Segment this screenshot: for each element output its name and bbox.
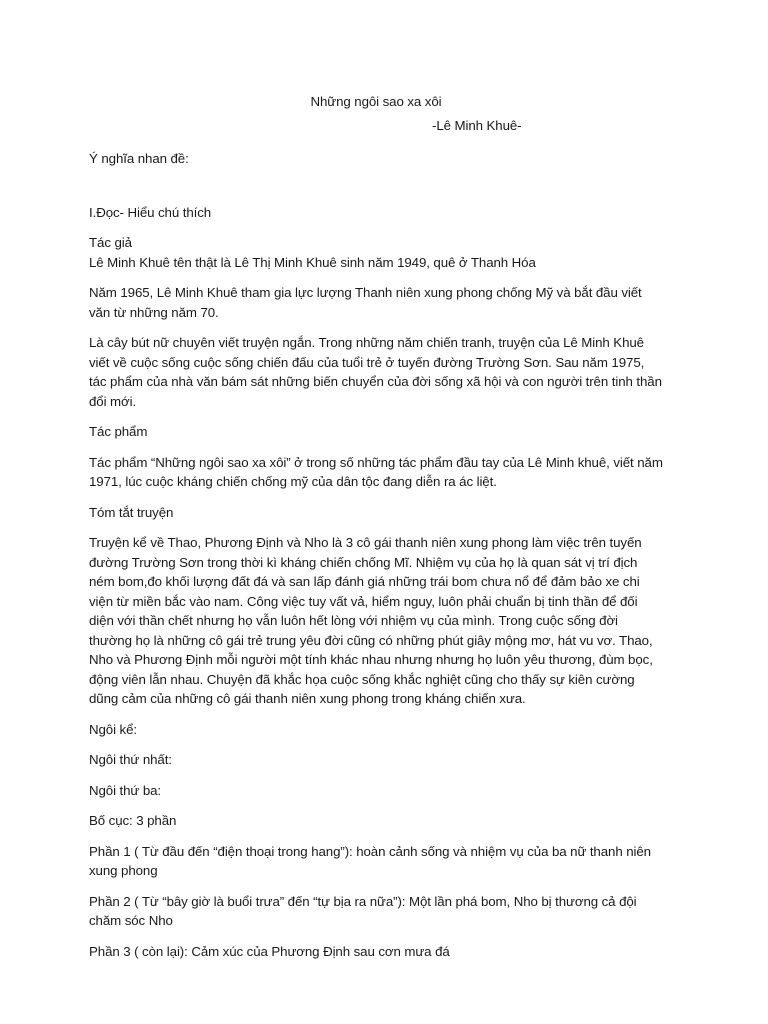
- document-title: Những ngôi sao xa xôi: [310, 94, 442, 109]
- first-person-label: Ngôi thứ nhất:: [89, 752, 172, 767]
- narrator-label: Ngôi kể:: [89, 721, 137, 737]
- document-author: -Lê Minh Khuê-: [432, 117, 522, 133]
- summary-heading: Tóm tắt truyện: [89, 504, 174, 520]
- author-heading: Tác giả: [89, 235, 132, 250]
- part-1: Phần 1 ( Từ đầu đến “điện thoại trong hang”): hoàn cảnh sống và nhiệm vụ của ba nữ thanh niên xung phong: [89, 843, 651, 878]
- structure-label: Bố cục: 3 phần: [89, 813, 177, 828]
- author-section: [89, 233, 663, 272]
- title-meaning-label: Ý nghĩa nhan đề:: [89, 151, 189, 166]
- work-heading: Tác phẩm: [89, 424, 148, 439]
- section-one-heading: I.Đọc- Hiểu chú thích: [89, 204, 212, 220]
- author-paragraph-1: Năm 1965, Lê Minh Khuê tham gia lực lượng Thanh niên xung phong chống Mỹ và bắt đầu viết văn từ những năm 70.: [89, 285, 642, 320]
- part-2: Phần 2 ( Từ “bây giờ là buổi trưa” đến “tự bịa ra nữa”): Một lần phá bom, Nho bị thương cả đội chăm sóc Nho: [89, 893, 637, 928]
- document-body: [89, 92, 663, 972]
- part-3: Phần 3 ( còn lại): Cảm xúc của Phương Định sau cơn mưa đá: [89, 943, 450, 959]
- author-bio: Lê Minh Khuê tên thật là Lê Thị Minh Khuê sinh năm 1949, quê ở Thanh Hóa: [89, 254, 536, 270]
- work-paragraph: Tác phẩm “Những ngôi sao xa xôi” ở trong số những tác phẩm đầu tay của Lê Minh khuê, viết năm 1971, lúc cuộc kháng chiến chống mỹ của dân tộc đang diễn ra ác liệt.: [89, 454, 663, 489]
- third-person-label: Ngôi thứ ba:: [89, 782, 162, 798]
- summary-paragraph: Truyện kể về Thao, Phương Định và Nho là 3 cô gái thanh niên xung phong làm việc trên tuyến đường Trường Sơn trong thời kì kháng chiến chống Mĩ. Nhiệm vụ của họ là quan sát vị trí địch ném bom,đo khối lượng đất đá và san lấp đánh giá những trái bom chưa nổ để đảm bảo xe chi viện từ miền bắc vào nam. Công việc tuy vất vả, hiểm nguy, luôn phải chuẩn bị tinh thần để đối diện với thần chết nhưng họ vẫn luôn hết lòng với nhiệm vụ của mình. Trong cuộc sống đời thường họ là những cô gái trẻ trung yêu đời cũng có những phút giây mộng mơ, hát vu vơ. Thao, Nho và Phương Định mỗi người một tính khác nhau nhưng nhưng họ luôn yêu thương, đùm bọc, động viên lẫn nhau. Chuyện đã khắc họa cuộc sống khắc nghiệt cũng cho thấy sự kiên cường dũng cảm của những cô gái thanh niên xung phong trong kháng chiến xưa.: [89, 535, 653, 706]
- author-paragraph-2: Là cây bút nữ chuyên viết truyện ngắn. Trong những năm chiến tranh, truyện của Lê Minh Khuê viết về cuộc sống cuộc sống chiến đấu của tuổi trẻ ở tuyến đường Trường Sơn. Sau năm 1975, tác phẩm của nhà văn bám sát những biến chuyển của đời sống xã hội và con người trên tinh thần đổi mới.: [89, 335, 662, 409]
